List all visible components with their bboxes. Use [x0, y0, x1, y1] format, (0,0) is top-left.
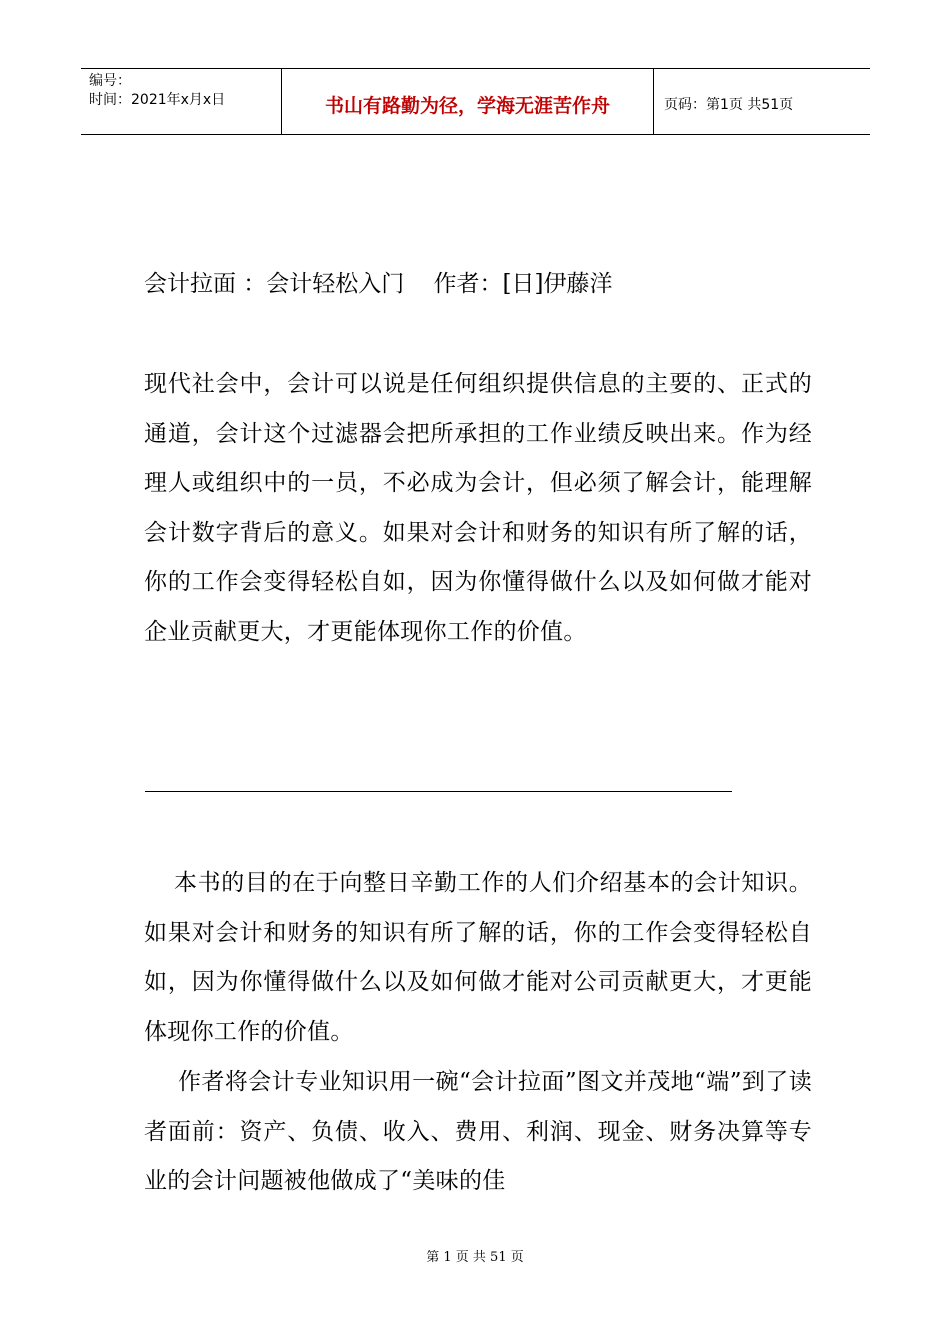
header-page-cell — [654, 69, 870, 134]
section-divider — [145, 791, 732, 792]
document-title: 会计拉面 ：会计轻松入门 作者：[日]伊藤洋 — [144, 271, 613, 297]
intro-paragraph: 现代社会中，会计可以说是任何组织提供信息的主要的、正式的通道，会计这个过滤器会把所承担的工作业绩反映出来。作为经理人或组织中的一员，不必成为会计，但必须了解会计，能理解会计数字背后的意义。如果对会计和财务的知识有所了解的话，你的工作会变得轻松自如，因为你懂得做什么以及如何做才能对企业贡献更大，才更能体现你工作的价值。 — [144, 371, 812, 645]
document-number-label: 编号： — [89, 73, 131, 89]
header-motto-cell — [282, 69, 654, 134]
author-approach-paragraph: 作者将会计专业知识用一碗“会计拉面”图文并茂地“端”到了读者面前：资产、负债、收入、费用、利润、现金、财务决算等专业的会计问题被他做成了“美味的佳 — [144, 1069, 812, 1194]
header-meta-cell — [81, 69, 282, 134]
purpose-paragraph: 本书的目的在于向整日辛勤工作的人们介绍基本的会计知识。如果对会计和财务的知识有所了解的话，你的工作会变得轻松自如，因为你懂得做什么以及如何做才能对公司贡献更大，才更能体现你工作的价值。 — [144, 870, 812, 1045]
document-date-label: 时间：2021年x月x日 — [89, 92, 226, 108]
page-footer: 第 1 页 共 51 页 — [426, 1250, 524, 1265]
page-header — [81, 68, 870, 135]
header-motto: 书山有路勤为径，学海无涯苦作舟 — [324, 95, 610, 117]
header-page-number: 页码：第1页 共51页 — [664, 96, 794, 113]
